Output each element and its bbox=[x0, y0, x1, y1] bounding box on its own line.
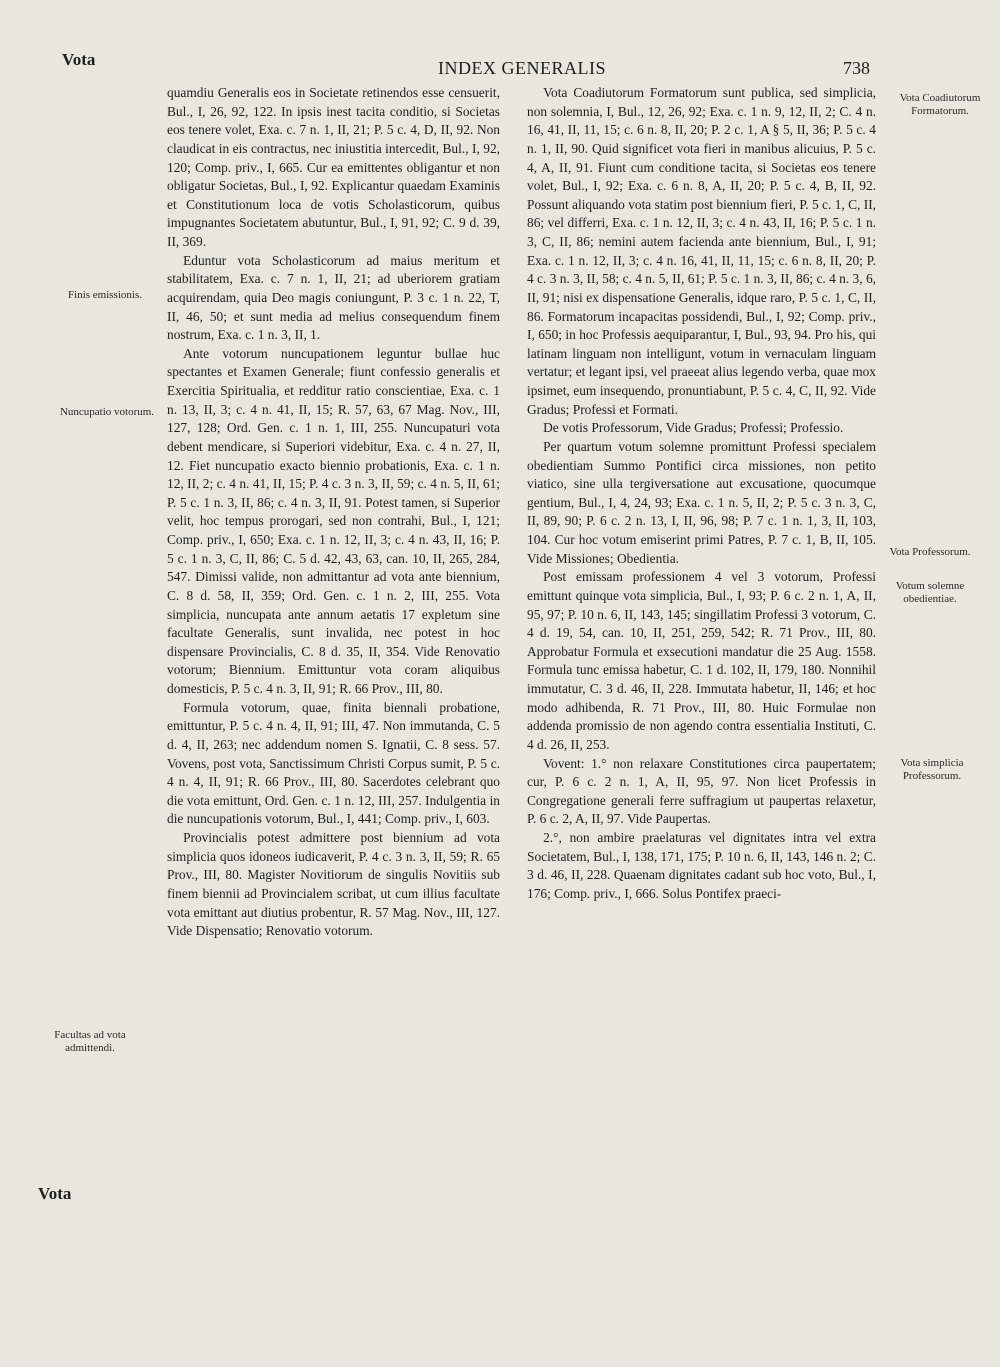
paragraph: Eduntur vota Scholasticorum ad maius meritum et stabilitatem, Exa. c. 7 n. 1, II, 21; ad uberiorem gratiam acquirendam, quia Deo magis coniungunt, P. 3 c. 1 n. 22, T, II, 46, 50; et sunt media ad melius consequendum finem nostrum, Exa. c. 1 n. 3, II, 1. bbox=[167, 252, 500, 343]
right-column bbox=[527, 84, 876, 904]
margin-note-coadiutorum: Vota Coadiutorum Formatorum. bbox=[899, 92, 981, 117]
paragraph: quamdiu Generalis eos in Societate retinendos esse censuerit, Bul., I, 26, 92, 122. In ipsis inest tacita conditio, si Societas eos tenere volet, Exa. c. 7 n. 1, II, 21; P. 5 c. 4, D, II, 92. Non claudicat in eis contractus, nec iniustitia intercedit, Bul., I, 92, 120; Comp. priv., I, 665. Cur ea emittentes obligantur et non obligatur Societas, Bul., I, 92. Explicantur quaedam Examinis et Constitutionum loca de votis Scholasticorum, quibus impugnantes Societatem abutuntur, Bul., I, 91, 92; C. 9 d. 39, II, 369. bbox=[167, 85, 500, 249]
left-column bbox=[167, 84, 500, 941]
paragraph: Post emissam professionem 4 vel 3 votorum, Professi emittunt quinque vota simplicia, Bul., I, 93; P. 6 c. 2 n. 1, A, II, 95, 97; P. 10 n. 6, II, 143, 145; singillatim Professi 3 votorum, C. 4 d. 19, 54, can. 10, II, 251, 259, 542; R. 71 Prov., III, 80. Approbatur Formula et exsecutioni mandatur die 25 Aug. 1558. Formula tunc emissa habetur, C. 1 d. 102, II, 179, 180. Nonnihil immutatur, C. 3 d. 46, II, 228. Immutata habetur, II, 146; et hoc modo adhibenda, R. 71 Prov., III, 80. Huic Formulae non addenda promissio de non agendo contra essentialia Instituti, C. 4 d. 26, II, 253. bbox=[527, 569, 876, 752]
paragraph: Vovent: 1.° non relaxare Constitutiones circa paupertatem; cur, P. 6 c. 2 n. 1, A, II, 95, 97. Non licet Professis in Congregatione generali ferre suffragium ut paupertas relaxetur, P. 6 c. 2, A, II, 97. Vide Paupertas. bbox=[527, 755, 876, 827]
running-head-title: INDEX GENERALIS bbox=[438, 58, 606, 78]
running-head-left: Vota bbox=[62, 50, 96, 69]
margin-note-finis: Finis emissionis. bbox=[68, 289, 142, 301]
paragraph: Ante votorum nuncupationem leguntur bullae huc spectantes et Examen Generale; fiunt confessio generalis et Exercitia Spiritualia, et redditur ratio conscientiae, Exa. c. 1 n. 13, II, 3; c. 4 n. 41, II, 15; R. 57, 63, 67 Mag. Nov., III, 127, 128; Ord. Gen. c. 1 n. 1, III, 255. Nuncupaturi vota debent mendicare, si Superiori videbitur, Exa. c. 4 n. 27, II, 12. Fiet nuncupatio exacto biennio probationis, Exa. c. 1 n. 12, II, 2; c. 4 n. 41, II, 15; P. 4 c. 3 n. 3, II, 59; c. 4 n. 5, II, 61; P. 5 c. 1 n. 3, II, 86; c. 4 n. 3, II, 91. Potest tamen, si Superior velit, hoc tempus prorogari, sed non contrahi, Bul., I, 121; Comp. priv., I, 650; Exa. c. 1 n. 12, II, 3; c. 4 n. 43, II, 16; P. 5 c. 1 n. 3, C, II, 86; C. 5 d. 42, 43, 63, can. 10, II, 265, 284, 547. Dimissi valide, non admittantur ad vota ante biennium, C. 8 d. 58, II, 359; Ord. Gen. c. 1 n. 2, III, 255. Vota simplicia, nuncupata ante annum aetatis 17 expletum sine facultate Generalis, sunt invalida, nec potest in hoc dispensare Provincialis, C. 8 d. 35, II, 354. Vide Renovatio votorum; Biennium. Emittuntur vota coram aliquibus domesticis, P. 5 c. 4 n. 3, II, 91; R. 66 Prov., III, 80. bbox=[167, 345, 500, 696]
margin-note-nuncupatio: Nuncupatio votorum. bbox=[59, 406, 155, 418]
paragraph: Provincialis potest admittere post biennium ad vota simplicia quos idoneos iudicaverit, P. 4 c. 3 n. 3, II, 59; R. 65 Prov., III, 80. Magister Novitiorum de singulis Novitiis sub finem biennii ad Provincialem scribat, ut cum illius facultate vota emittant aut diutius probentur, R. 57 Mag. Nov., III, 127. Vide Dispensatio; Renovatio votorum. bbox=[167, 830, 500, 939]
margin-note-simplicia: Vota simplicia Professorum. bbox=[900, 757, 964, 782]
margin-note-obedientiae: Votum solemne obedientiae. bbox=[895, 580, 965, 605]
footer-catchword: Vota bbox=[38, 1184, 72, 1203]
page-number: 738 bbox=[843, 58, 870, 78]
paragraph: Per quartum votum solemne promittunt Professi specialem obedientiam Summo Pontifici circa missiones, non petito viatico, sine ulla tergiversatione aut excusatione, quocumque gentium, Bul., I, 4, 24, 93; Exa. c. 1 n. 5, II, 2; P. 5 c. 3 n. 3, C, II, 89, 90; P. 6 c. 2 n. 13, I, II, 96, 98; P. 7 c. 1 n. 1, 3, II, 103, 104. Cur hoc votum emiserint primi Patres, P. 7 c. 1, B, II, 105. Vide Missiones; Obedientia. bbox=[527, 438, 876, 566]
margin-note-facultas: Facultas ad vota admittendi. bbox=[54, 1029, 126, 1054]
paragraph: 2.°, non ambire praelaturas vel dignitates intra vel extra Societatem, Bul., I, 138, 171, 175; P. 10 n. 6, II, 143, 146 n. 2; C. 3 d. 46, II, 228. Quaenam dignitates cadant sub hoc voto, Bul., I, 176; Comp. priv., I, 666. Solus Pontifex praeci- bbox=[527, 830, 876, 901]
margin-note-professorum: Vota Professorum. bbox=[889, 546, 971, 558]
paragraph: De votis Professorum, Vide Gradus; Professi; Professio. bbox=[543, 420, 844, 436]
paragraph: Vota Coadiutorum Formatorum sunt publica, sed simplicia, non solemnia, I, Bul., 12, 26, 92; Exa. c. 1 n. 9, 12, II, 2; C. 4 n. 16, 41, II, 11, 15; c. 6 n. 8, II, 20; P. 2 c. 1, A § 5, II, 36; P. 5 c. 4 n. 1, II, 90. Quid significet vota fieri in manibus alicuius, P. 5 c. 4, A, II, 91. Fiunt cum conditione tacita, si Societas eos tenere volet, Bul., I, 92; Exa. c. 6 n. 8, A, II, 20; P. 5 c. 4, B, II, 92. Possunt aliquando vota statim post biennium fieri, P. 5 c. 1, C, II, 86; vel differri, Exa. c. 1 n. 12, II, 3; c. 4 n. 43, II, 16; P. 5 c. 1 n. 3, C, II, 86; nemini autem facienda ante biennium, Bul., I, 91; Exa. c. 1 n. 12, II, 3; c. 4 n. 16, 41, II, 11, 15; c. 6 n. 8, II, 20; P. 4 c. 3 n. 3, II, 58; c. 4 n. 5, II, 61; P. 5 c. 1 n. 3, II, 86; c. 4 n. 3, 6, II, 91; nisi ex dispensatione Generalis, idque raro, P. 5 c. 1, C, II, 86. Formatorum incapacitas possidendi, Bul., I, 92; Comp. priv., I, 650; in hoc Professis aequiparantur, I, Bul., 93, 94. Pro his, qui latinam linguam non intelligunt, votum in vernaculam linguam vertatur; et legant ipsi, vel praeeat alius legendo verba, quae mox ipsimet, eum insequendo, pronuntiabunt, P. 5 c. 4, C, II, 92. Vide Gradus; Professi et Formati. bbox=[527, 85, 876, 417]
paragraph: Formula votorum, quae, finita biennali probatione, emittuntur, P. 5 c. 4 n. 4, II, 91; III, 47. Non immutanda, C. 5 d. 4, II, 263; nec addendum nomen S. Ignatii, C. 8 sess. 57. Vovens, post vota, Sanctissimum Christi Corpus sumit, P. 5 c. 4 n. 4, II, 91; R. 66 Prov., III, 80. Sacerdotes celebrant quo die vota emittunt, Ord. Gen. c. 1 n. 12, III, 257. Indulgentia in die nuncupationis votorum, Bul., I, 441; Comp. priv., I, 603. bbox=[167, 699, 500, 827]
